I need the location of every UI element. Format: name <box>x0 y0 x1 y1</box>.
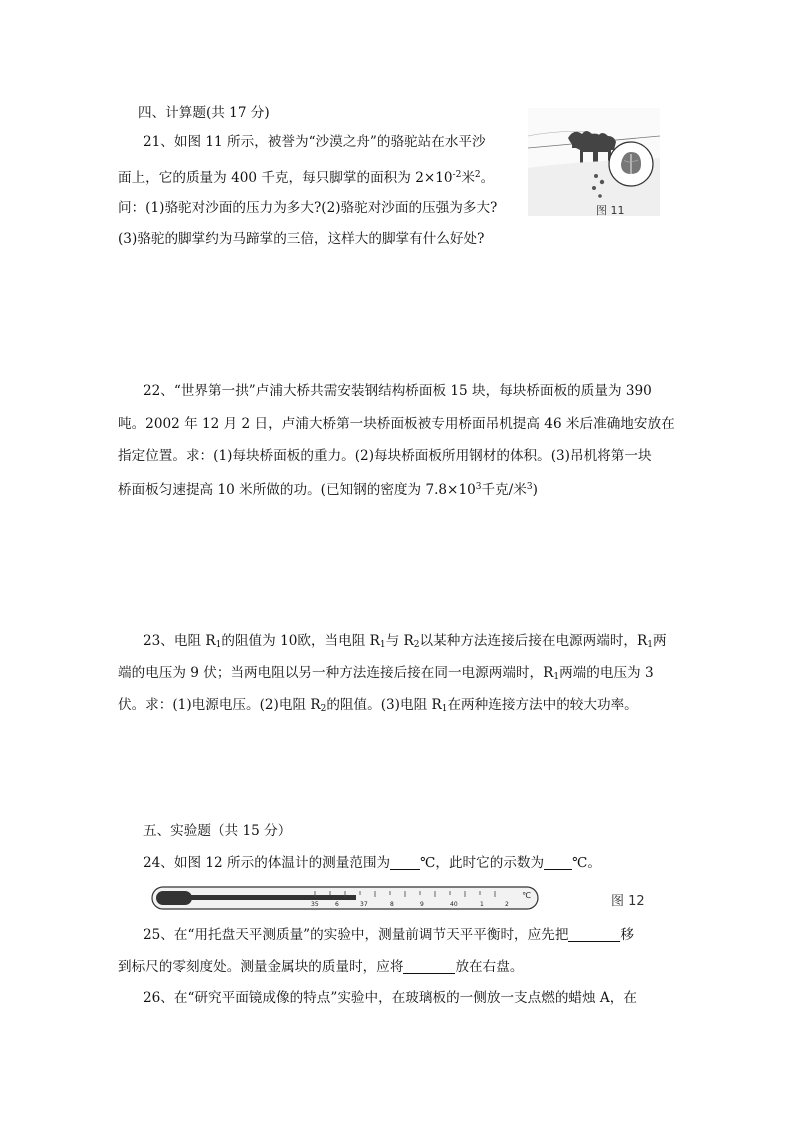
q23-text: 的阻值。(3)电阻 R <box>326 697 442 713</box>
q23-text: 的阻值为 10欧，当电阻 R <box>221 633 380 649</box>
figure-11-camel-image <box>528 108 660 216</box>
scale-unit: ℃ <box>522 891 531 900</box>
q22-line-4 <box>118 477 538 500</box>
scale-label: 2 <box>505 901 509 908</box>
q21-line-4: (3)骆驼的脚掌约为马蹄掌的三倍，这样大的脚掌有什么好处? <box>118 231 485 247</box>
q21-text: 面上，它的质量为 400 千克，每只脚掌的面积为 2×10 <box>118 170 453 186</box>
scale-label: 1 <box>480 901 484 908</box>
q25-line-1 <box>143 925 634 945</box>
section-5-heading: 五、实验题（共 15 分） <box>143 823 292 839</box>
subscript: 2 <box>320 704 327 714</box>
q23-text: 与 R <box>385 633 414 649</box>
scale-label: 40 <box>450 901 458 908</box>
scale-label: 37 <box>360 901 368 908</box>
q23-text: 23、电阻 R <box>143 633 216 649</box>
scale-label: 6 <box>335 901 339 908</box>
scale-label: 9 <box>420 901 424 908</box>
q24-text: ℃，此时它的示数为 <box>420 855 545 871</box>
q23-line-3 <box>118 695 638 719</box>
q23-text: 以某种方法连接后接在电源两端时，R <box>419 633 648 649</box>
q25-text: 移 <box>620 927 635 943</box>
q23-text: 端的电压为 9 伏；当两电阻以另一种方法连接后接在同一电源两端时，R <box>118 665 554 681</box>
q22-text: 千克/米 <box>481 482 527 498</box>
q22-text: ) <box>532 482 538 498</box>
q22-line-3: 指定位置。求：(1)每块桥面板的重力。(2)每块桥面板所用钢材的体积。(3)吊机将第一块 <box>118 448 652 464</box>
subscript: 1 <box>215 640 222 650</box>
scale-label: 35 <box>311 901 319 908</box>
q21-text: 米 <box>461 170 475 186</box>
figure-12-label: 图 12 <box>611 894 645 909</box>
section-4-heading: 四、计算题(共 17 分) <box>138 105 270 121</box>
q23-line-1 <box>143 631 667 655</box>
q23-line-2 <box>118 663 654 687</box>
q21-text: 。 <box>480 170 495 186</box>
q24-line <box>143 853 601 873</box>
subscript: 1 <box>647 640 653 650</box>
q25-text: 放在右盘。 <box>455 959 524 975</box>
exponent: 3 <box>475 482 482 492</box>
q21-line-2 <box>118 165 494 188</box>
q25-line-2 <box>118 957 523 977</box>
q22-text: 桥面板匀速提高 10 米所做的功。(已知钢的密度为 7.8×10 <box>118 482 476 498</box>
q23-text: 伏。求：(1)电源电压。(2)电阻 R <box>118 697 321 713</box>
q22-line-1: 22、“世界第一拱”卢浦大桥共需安装钢结构桥面板 15 块，每块桥面板的质量为 390 <box>143 383 652 399</box>
exponent: 3 <box>526 482 533 492</box>
subscript: 1 <box>441 704 448 714</box>
answer-blank[interactable] <box>390 855 420 870</box>
q21-line-3: 问：(1)骆驼对沙面的压力为多大?(2)骆驼对沙面的压强为多大? <box>118 200 498 216</box>
q22-line-2: 吨。2002 年 12 月 2 日，卢浦大桥第一块桥面板被专用桥面吊机提高 46 米后准确地安放在 <box>118 416 675 432</box>
subscript: 2 <box>413 640 420 650</box>
q24-text: 24、如图 12 所示的体温计的测量范围为 <box>143 855 391 871</box>
exponent: -2 <box>452 170 462 180</box>
subscript: 1 <box>553 672 560 682</box>
q23-text: 在两种连接方法中的较大功率。 <box>447 697 638 713</box>
q24-text: ℃。 <box>572 855 601 871</box>
figure-11-label: 图 11 <box>596 204 625 217</box>
q23-text: 两 <box>653 633 667 649</box>
q23-text: 两端的电压为 3 <box>559 665 654 681</box>
q21-line-1: 21、如图 11 所示，被誉为“沙漠之舟”的骆驼站在水平沙 <box>143 134 486 150</box>
q26-line-1: 26、在“研究平面镜成像的特点”实验中，在玻璃板的一侧放一支点燃的蜡烛 A，在 <box>143 990 637 1006</box>
answer-blank[interactable] <box>544 855 572 870</box>
exponent: 2 <box>474 170 481 180</box>
scale-label: 8 <box>390 901 394 908</box>
answer-blank[interactable] <box>403 959 455 974</box>
q25-text: 25、在“用托盘天平测质量”的实验中，测量前调节天平平衡时，应先把 <box>143 927 569 943</box>
answer-blank[interactable] <box>568 927 620 942</box>
q25-text: 到标尺的零刻度处。测量金属块的质量时，应将 <box>118 959 404 975</box>
subscript: 1 <box>379 640 386 650</box>
figure-12-thermometer <box>150 883 542 913</box>
